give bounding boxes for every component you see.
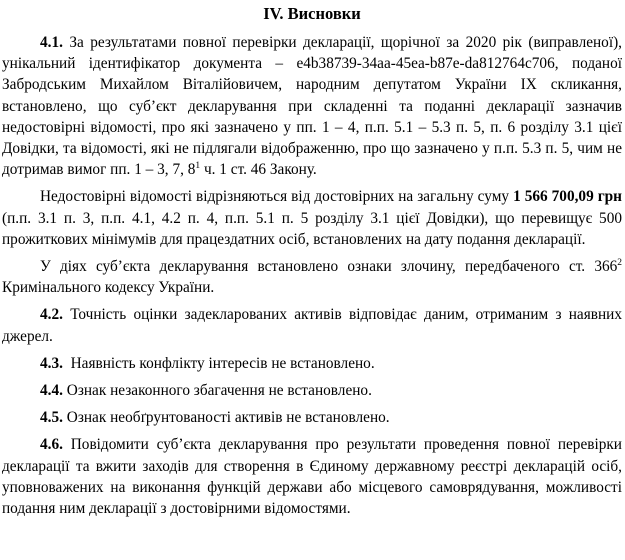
- text-run: Кримінального кодексу України.: [2, 279, 215, 297]
- document-body: [2, 32, 622, 519]
- bold-run: 4.6.: [40, 436, 71, 454]
- superscript-run: 2: [617, 257, 622, 268]
- text-run: (п.п. 3.1 п. 3, п.п. 4.1, 4.2 п. 4, п.п. 5.1 п. 5 розділу 3.1 цієї Довідки), що перевищує 500 прожиткових мінімумів для працездатних осіб, встановлених на дату подання декларації.: [2, 209, 622, 248]
- text-run: Ознак незаконного збагачення не встановлено.: [66, 382, 372, 400]
- superscript-run: 1: [195, 161, 201, 172]
- paragraph-4-4: [2, 380, 622, 401]
- bold-run: 4.3.: [40, 354, 67, 372]
- text-run: Точність оцінки задекларованих активів відповідає даним, отриманим з наявних джерел.: [2, 306, 622, 345]
- section-heading: IV. Висновки: [263, 4, 361, 23]
- bold-run: 1 566 700,09 грн: [513, 188, 622, 206]
- text-run: Повідомити суб’єкта декларування про результати проведення повної перевірки декларації та вжити заходів для створення в Єдиному державному реєстрі декларацій осіб, уповноважених на виконання функцій держави або місцевого самоврядування, можливості подання ним декларації з достовірними відомостями.: [2, 436, 622, 518]
- paragraph-crime: [2, 256, 622, 298]
- text-run: Недостовірні відомості відрізняються від достовірних на загальну суму: [40, 188, 514, 206]
- bold-run: 4.5.: [40, 409, 67, 427]
- text-run: ч. 1 ст. 46 Закону.: [200, 161, 317, 179]
- text-run: У діях суб’єкта декларування встановлено ознаки злочину, передбаченого ст. 366: [40, 258, 618, 276]
- text-run: Наявність конфлікту інтересів не встановлено.: [66, 354, 375, 372]
- bold-run: 4.4.: [40, 382, 67, 400]
- paragraph-4-5: [2, 407, 622, 428]
- paragraph-4-1: [2, 32, 622, 180]
- text-run: За результатами повної перевірки декларації, щорічної за 2020 рік (виправленої), унікальний ідентифікатор документа – e4b38739-34aa-45ea-b87e-da812764c706, поданої Забродським Михайлом Віталійовичем, народним депутатом України IX скликання, встановлено, що суб’єкт декларування при складенні та поданні декларації зазначив недостовірні відомості, про які зазначено у пп. 1 – 4, п.п. 5.1 – 5.3 п. 5, п. 6 розділу 3.1 цієї Довідки, та відомості, які не підлягали відображенню, про що зазначено у п.п. 5.3 п. 5, чим не дотримав вимог пп. 1 – 3, 7, 8: [2, 34, 622, 179]
- bold-run: 4.1.: [40, 34, 70, 51]
- bold-run: 4.2.: [40, 306, 71, 324]
- paragraph-sum: [2, 186, 622, 250]
- text-run: Ознак необґрунтованості активів не встановлено.: [66, 409, 390, 427]
- paragraph-4-6: [2, 434, 622, 519]
- paragraph-4-3: [2, 353, 622, 374]
- paragraph-4-2: [2, 304, 622, 346]
